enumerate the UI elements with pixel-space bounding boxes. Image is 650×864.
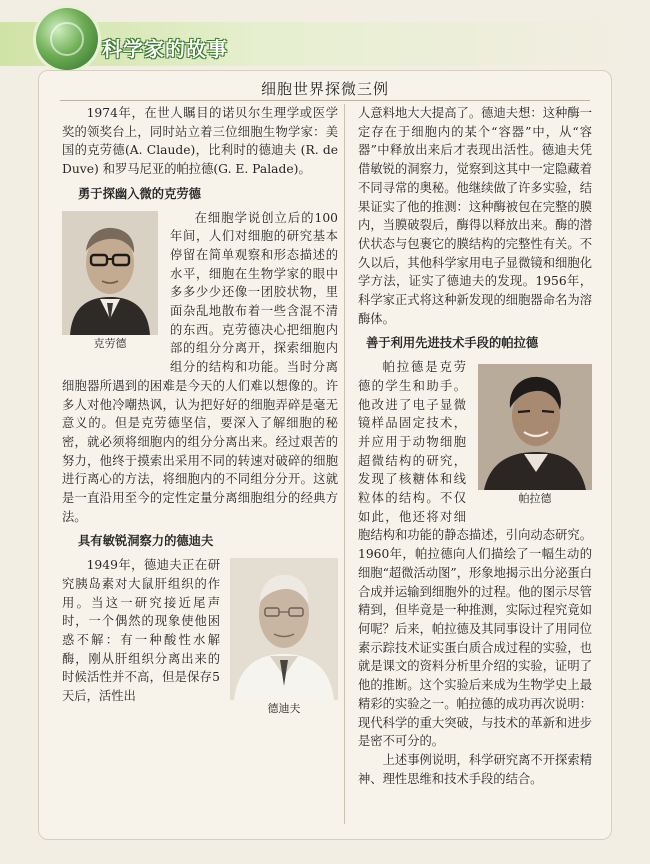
claude-caption: 克劳德 <box>93 336 127 350</box>
palade-heading: 善于利用先进技术手段的帕拉德 <box>366 335 539 351</box>
right-column <box>358 104 592 788</box>
deduve-portrait <box>230 558 338 700</box>
claude-paragraph: 在细胞学说创立后的100年间，人们对细胞的研究基本停留在简单观察和形态描述的水平，细胞在生物学家的眼中多多少少还像一团胶状物，里面杂乱地散布着一些含混不清的东西。克劳德决心把细胞内部的组分分离开，探索细胞内组分的结构和功能。当时分离细胞器所遇到的困难是今天的人们难以想像的。许多人对他冷嘲热讽，认为把好好的细胞弄碎是毫无意义的。但是克劳德坚信，要深入了解细胞的秘密，就必须将细胞内的组分分离出来。经过艰苦的努力，他终于摸索出采用不同的转速对破碎的细胞进行离心的方法，将细胞内的不同组分分开。这就是一直沿用至今的定性定量分离细胞组分的经典方法。 <box>62 210 338 524</box>
palade-portrait <box>478 364 592 490</box>
conclusion-paragraph: 上述事例说明，科学研究离不开探索精神、理性思维和技术手段的结合。 <box>358 752 592 786</box>
left-column <box>62 104 338 724</box>
claude-photo <box>58 209 162 357</box>
deduve-heading: 具有敏锐洞察力的德迪夫 <box>78 533 214 549</box>
palade-caption: 帕拉德 <box>518 492 552 506</box>
title-divider <box>60 100 590 101</box>
globe-icon <box>36 8 98 70</box>
palade-paragraph: 帕拉德是克劳德的学生和助手。他改进了电子显微镜样品固定技术，并应用于动物细胞超微结构的研究，发现了核糖体和线粒体的结构。不仅如此，他还将对细胞结构和功能的静态描述，引向动态研究。1960年，帕拉德向人们描绘了一幅生动的细胞“超微活动图”，形象地揭示出分泌蛋白合成并运输到细胞外的过程。他的图示尽管精到，但毕竟是一种推测，实际过程究竟如何呢？后来，帕拉德及其同事设计了用同位素示踪技术证实蛋白质合成过程的实验，也就是课文的资料分析里介绍的实验，证明了他的推断。这个实验后来成为生物学史上最精彩的实验之一。帕拉德的成功再次说明：现代科学的重大突破，与技术的革新和进步是密不可分的。 <box>358 360 592 749</box>
palade-photo <box>474 362 596 512</box>
column-divider <box>344 104 345 824</box>
claude-portrait <box>62 211 158 335</box>
deduve-photo <box>226 556 342 722</box>
deduve-caption: 德迪夫 <box>267 702 301 716</box>
section-title: 科学家的故事 <box>102 37 228 61</box>
intro-paragraph: 1974年，在世人瞩目的诺贝尔生理学或医学奖的领奖台上，同时站立着三位细胞生物学家：美国的克劳德(A. Claude)，比利时的德迪夫 (R. de Duve) 和罗马尼亚的帕拉德(G. E. Palade)。 <box>62 106 338 177</box>
article-title: 细胞世界探微三例 <box>260 80 389 98</box>
deduve-paragraph-left: 1949年，德迪夫正在研究胰岛素对大鼠肝组织的作用。当这一研究接近尾声时，一个偶然的现象使他困惑不解：有一种酸性水解酶，刚从肝组织分离出来的时候活性并不高，但是保存5天后，活性出 <box>62 558 220 704</box>
deduve-paragraph-right: 人意料地大大提高了。德迪夫想：这种酶一定存在于细胞内的某个“容器”中，从“容器”中释放出来后才表现出活性。德迪夫凭借敏锐的洞察力，觉察到这其中一定隐藏着不同寻常的奥秘。他继续做了许多实验，结果证实了他的推测：这种酶被包在完整的膜内，当膜破裂后，酶得以释放出来。酶的潜伏状态与包裹它的膜结构的完整性有关。不久以后，其他科学家用电子显微镜和细胞化学方法，证实了德迪夫的发现。1956年，科学家正式将这种新发现的细胞器命名为溶酶体。 <box>358 106 592 326</box>
claude-heading: 勇于探幽入微的克劳德 <box>78 185 201 201</box>
